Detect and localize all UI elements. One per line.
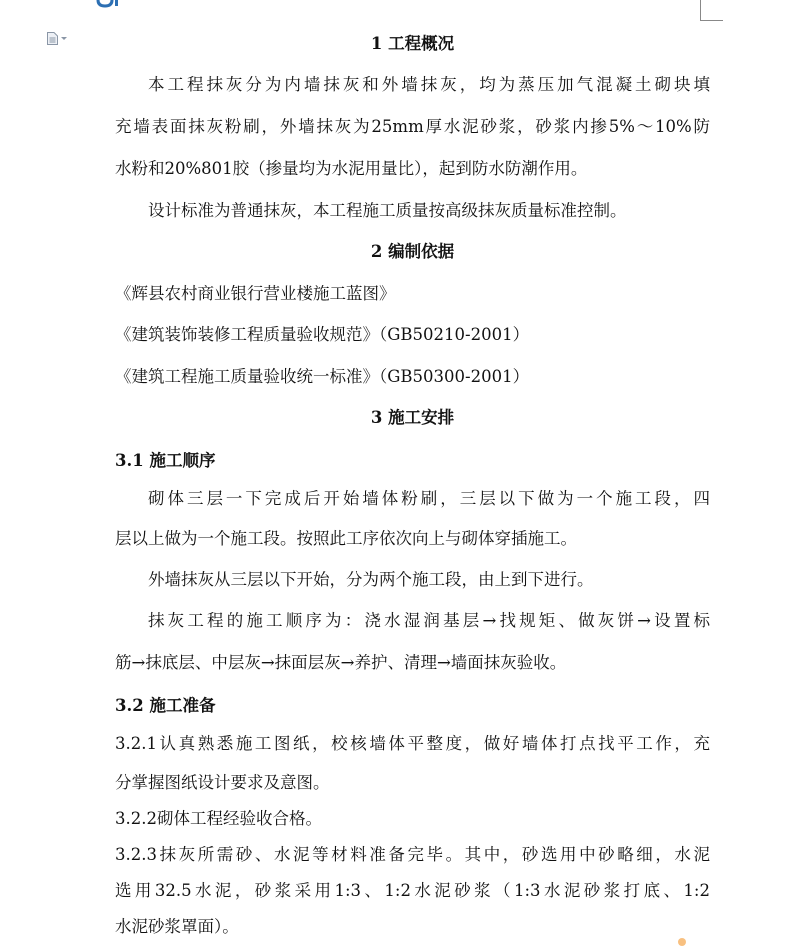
section-heading: 3 施工安排 xyxy=(370,408,455,427)
list-item-line: 分掌握图纸设计要求及意图。 xyxy=(115,773,330,792)
section-heading: 2 编制依据 xyxy=(370,242,455,261)
reference-item: 《建筑工程施工质量验收统一标准》（GB50300-2001） xyxy=(115,367,530,386)
paragraph-line: 抹灰工程的施工顺序为：浇水湿润基层→找规矩、做灰饼→设置标 xyxy=(148,611,710,630)
list-item-line: 3.2.1认真熟悉施工图纸，校核墙体平整度，做好墙体打点找平工作，充 xyxy=(115,734,710,753)
paragraph-line: 本工程抹灰分为内墙抹灰和外墙抹灰，均为蒸压加气混凝土砌块填 xyxy=(148,75,710,94)
reference-item: 《建筑装饰装修工程质量验收规范》（GB50210-2001） xyxy=(115,325,530,344)
paragraph-line: 砌体三层一下完成后开始墙体粉刷，三层以下做为一个施工段，四 xyxy=(148,489,710,508)
app-logo-icon xyxy=(96,0,122,10)
list-item-line: 选用32.5水泥，砂浆采用1:3、1:2水泥砂浆（1:3水泥砂浆打底、1:2 xyxy=(115,881,710,900)
subsection-title: 3.2 施工准备 xyxy=(115,696,216,715)
paragraph-line: 层以上做为一个施工段。按照此工序依次向上与砌体穿插施工。 xyxy=(115,529,577,548)
document-menu[interactable] xyxy=(47,32,67,45)
chevron-down-icon xyxy=(61,37,67,40)
corner-accent-dot xyxy=(678,938,686,946)
page-corner-marker xyxy=(700,0,723,21)
section-heading: 1 工程概况 xyxy=(370,34,455,53)
list-item-line: 3.2.2砌体工程经验收合格。 xyxy=(115,809,322,828)
list-item-line: 3.2.3抹灰所需砂、水泥等材料准备完毕。其中，砂选用中砂略细，水泥 xyxy=(115,845,710,864)
list-item-line: 水泥砂浆罩面）。 xyxy=(115,917,239,936)
paragraph-line: 外墙抹灰从三层以下开始，分为两个施工段，由上到下进行。 xyxy=(148,570,594,589)
paragraph-line: 筋→抹底层、中层灰→抹面层灰→养护、清理→墙面抹灰验收。 xyxy=(115,653,567,672)
subsection-title: 3.1 施工顺序 xyxy=(115,451,216,470)
paragraph-line: 水粉和20%801胶（掺量均为水泥用量比），起到防水防潮作用。 xyxy=(115,159,588,178)
document-icon xyxy=(47,32,58,45)
reference-item: 《辉县农村商业银行营业楼施工蓝图》 xyxy=(115,284,396,303)
paragraph-line: 设计标准为普通抹灰，本工程施工质量按高级抹灰质量标准控制。 xyxy=(148,201,627,220)
paragraph-line: 充墙表面抹灰粉刷，外墙抹灰为25mm厚水泥砂浆，砂浆内掺5%～10%防 xyxy=(115,117,710,136)
